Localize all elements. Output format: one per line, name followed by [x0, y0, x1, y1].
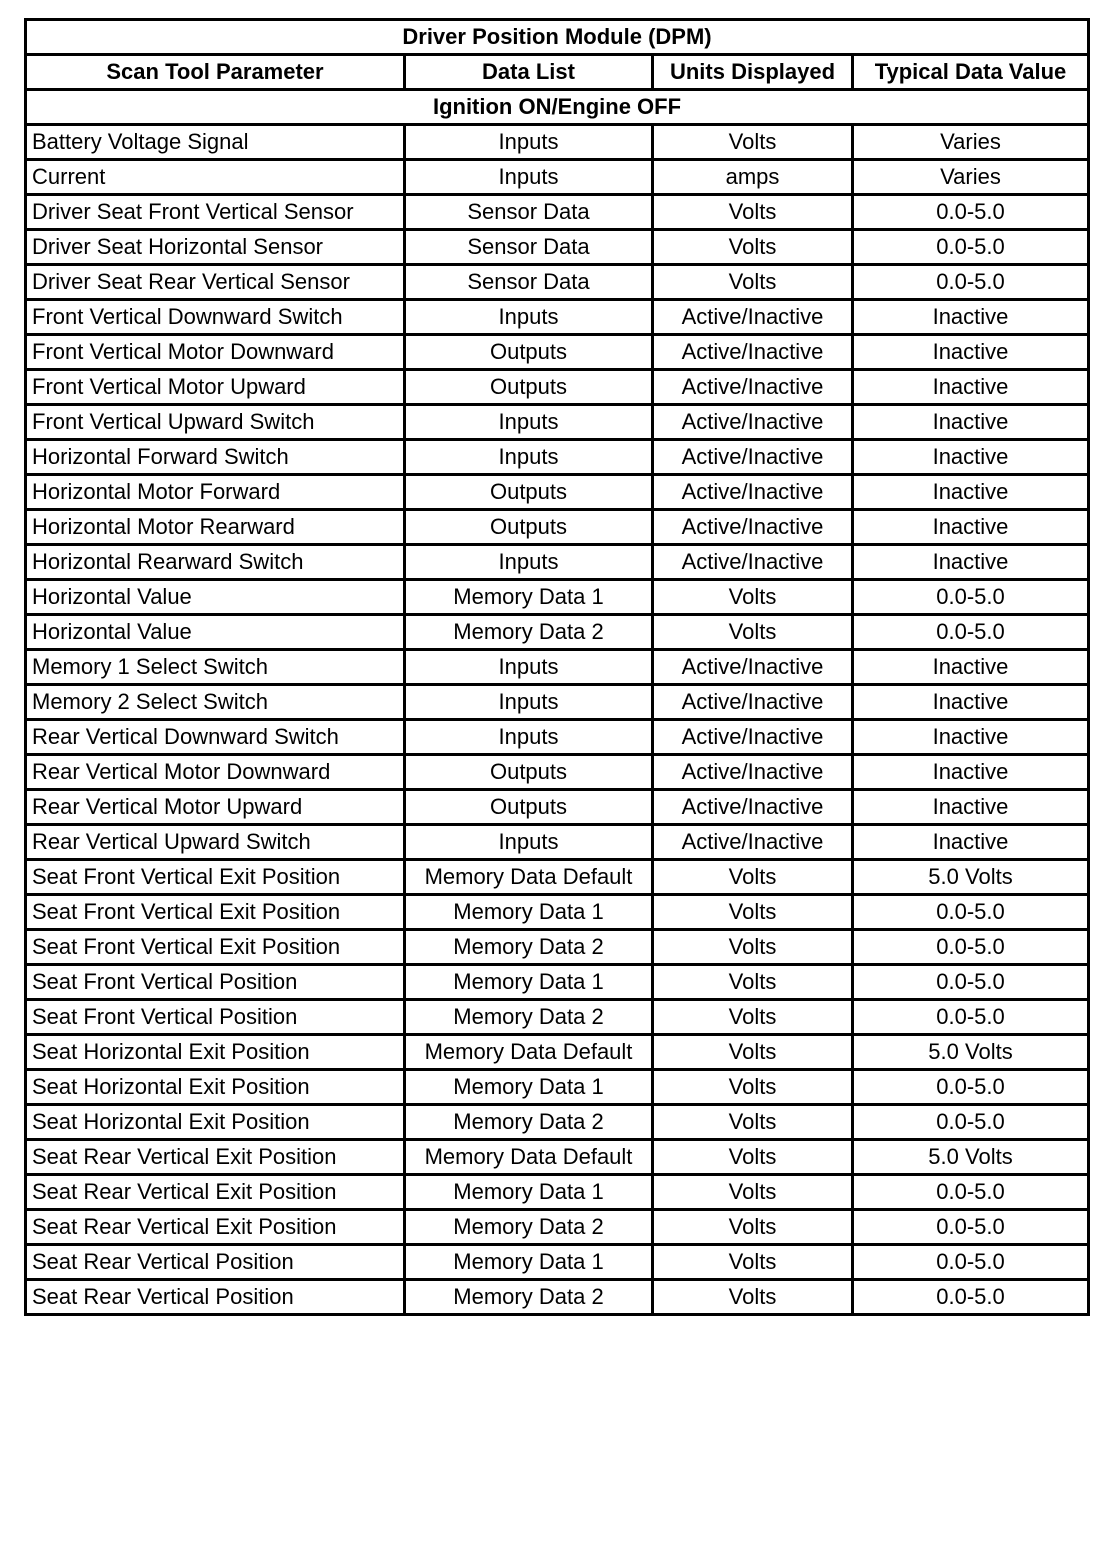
units-cell: Volts — [653, 1210, 853, 1245]
typical-value-cell: 5.0 Volts — [853, 860, 1089, 895]
table-row — [26, 1140, 1089, 1175]
typical-value-cell: Inactive — [853, 650, 1089, 685]
data-list-cell: Outputs — [405, 475, 653, 510]
data-list-cell: Inputs — [405, 825, 653, 860]
data-list-cell: Memory Data Default — [405, 1035, 653, 1070]
table-row — [26, 1035, 1089, 1070]
units-cell: amps — [653, 160, 853, 195]
typical-value-cell: 0.0-5.0 — [853, 895, 1089, 930]
parameter-cell: Seat Rear Vertical Exit Position — [26, 1140, 405, 1175]
parameter-cell: Horizontal Rearward Switch — [26, 545, 405, 580]
section-header-row — [26, 90, 1089, 125]
table-row — [26, 615, 1089, 650]
data-list-cell: Inputs — [405, 125, 653, 160]
data-list-cell: Outputs — [405, 510, 653, 545]
parameter-cell: Rear Vertical Upward Switch — [26, 825, 405, 860]
table-row — [26, 265, 1089, 300]
table-row — [26, 965, 1089, 1000]
data-list-cell: Memory Data 1 — [405, 580, 653, 615]
table-row — [26, 1245, 1089, 1280]
table-row — [26, 790, 1089, 825]
parameter-cell: Rear Vertical Downward Switch — [26, 720, 405, 755]
data-list-cell: Memory Data 2 — [405, 1000, 653, 1035]
data-list-cell: Outputs — [405, 790, 653, 825]
table-row — [26, 405, 1089, 440]
units-cell: Volts — [653, 1035, 853, 1070]
data-list-cell: Outputs — [405, 370, 653, 405]
units-cell: Active/Inactive — [653, 440, 853, 475]
units-cell: Active/Inactive — [653, 825, 853, 860]
units-cell: Volts — [653, 860, 853, 895]
table-row — [26, 1280, 1089, 1315]
units-cell: Volts — [653, 1070, 853, 1105]
data-list-cell: Sensor Data — [405, 265, 653, 300]
data-list-cell: Memory Data 2 — [405, 1280, 653, 1315]
units-cell: Volts — [653, 1105, 853, 1140]
parameter-cell: Seat Rear Vertical Position — [26, 1245, 405, 1280]
data-list-cell: Sensor Data — [405, 230, 653, 265]
parameter-cell: Horizontal Value — [26, 580, 405, 615]
data-list-cell: Outputs — [405, 755, 653, 790]
units-cell: Volts — [653, 230, 853, 265]
units-cell: Active/Inactive — [653, 755, 853, 790]
parameter-cell: Horizontal Forward Switch — [26, 440, 405, 475]
parameter-cell: Battery Voltage Signal — [26, 125, 405, 160]
typical-value-cell: 5.0 Volts — [853, 1140, 1089, 1175]
table-row — [26, 1000, 1089, 1035]
typical-value-cell: 0.0-5.0 — [853, 580, 1089, 615]
typical-value-cell: Varies — [853, 160, 1089, 195]
table-row — [26, 1210, 1089, 1245]
parameter-cell: Rear Vertical Motor Downward — [26, 755, 405, 790]
parameter-cell: Horizontal Motor Forward — [26, 475, 405, 510]
typical-value-cell: 0.0-5.0 — [853, 195, 1089, 230]
units-cell: Active/Inactive — [653, 300, 853, 335]
table-row — [26, 1105, 1089, 1140]
typical-value-cell: 0.0-5.0 — [853, 1245, 1089, 1280]
parameter-cell: Seat Rear Vertical Position — [26, 1280, 405, 1315]
data-list-cell: Memory Data 1 — [405, 1245, 653, 1280]
table-row — [26, 440, 1089, 475]
table-row — [26, 370, 1089, 405]
table-body — [26, 125, 1089, 1315]
parameter-cell: Seat Front Vertical Position — [26, 1000, 405, 1035]
table-row — [26, 125, 1089, 160]
parameter-cell: Front Vertical Motor Upward — [26, 370, 405, 405]
typical-value-cell: 0.0-5.0 — [853, 1280, 1089, 1315]
column-header-data-list: Data List — [405, 55, 653, 90]
units-cell: Volts — [653, 580, 853, 615]
parameter-cell: Current — [26, 160, 405, 195]
typical-value-cell: 0.0-5.0 — [853, 930, 1089, 965]
data-list-cell: Memory Data 1 — [405, 965, 653, 1000]
table-row — [26, 510, 1089, 545]
table-row — [26, 650, 1089, 685]
data-list-cell: Inputs — [405, 160, 653, 195]
column-header-scan-tool-parameter: Scan Tool Parameter — [26, 55, 405, 90]
data-list-cell: Inputs — [405, 545, 653, 580]
data-list-cell: Inputs — [405, 650, 653, 685]
units-cell: Active/Inactive — [653, 650, 853, 685]
typical-value-cell: 0.0-5.0 — [853, 965, 1089, 1000]
table-row — [26, 860, 1089, 895]
table-row — [26, 475, 1089, 510]
data-list-cell: Memory Data Default — [405, 1140, 653, 1175]
parameter-cell: Memory 2 Select Switch — [26, 685, 405, 720]
units-cell: Active/Inactive — [653, 370, 853, 405]
data-list-cell: Memory Data Default — [405, 860, 653, 895]
units-cell: Active/Inactive — [653, 720, 853, 755]
parameter-cell: Driver Seat Front Vertical Sensor — [26, 195, 405, 230]
units-cell: Active/Inactive — [653, 685, 853, 720]
data-list-cell: Memory Data 1 — [405, 1070, 653, 1105]
typical-value-cell: Inactive — [853, 790, 1089, 825]
data-list-cell: Inputs — [405, 720, 653, 755]
data-list-cell: Outputs — [405, 335, 653, 370]
parameter-cell: Seat Front Vertical Exit Position — [26, 860, 405, 895]
units-cell: Active/Inactive — [653, 545, 853, 580]
table-row — [26, 825, 1089, 860]
parameter-cell: Front Vertical Upward Switch — [26, 405, 405, 440]
parameter-cell: Seat Horizontal Exit Position — [26, 1105, 405, 1140]
units-cell: Volts — [653, 895, 853, 930]
section-header: Ignition ON/Engine OFF — [26, 90, 1089, 125]
typical-value-cell: 0.0-5.0 — [853, 1070, 1089, 1105]
table-row — [26, 755, 1089, 790]
typical-value-cell: 0.0-5.0 — [853, 1105, 1089, 1140]
units-cell: Volts — [653, 965, 853, 1000]
units-cell: Active/Inactive — [653, 405, 853, 440]
parameter-cell: Front Vertical Motor Downward — [26, 335, 405, 370]
units-cell: Volts — [653, 1000, 853, 1035]
data-list-cell: Inputs — [405, 300, 653, 335]
units-cell: Volts — [653, 265, 853, 300]
typical-value-cell: Inactive — [853, 335, 1089, 370]
units-cell: Volts — [653, 1175, 853, 1210]
typical-value-cell: Varies — [853, 125, 1089, 160]
typical-value-cell: Inactive — [853, 370, 1089, 405]
typical-value-cell: 5.0 Volts — [853, 1035, 1089, 1070]
parameter-cell: Driver Seat Rear Vertical Sensor — [26, 265, 405, 300]
parameter-cell: Memory 1 Select Switch — [26, 650, 405, 685]
parameter-cell: Horizontal Value — [26, 615, 405, 650]
parameter-cell: Seat Front Vertical Position — [26, 965, 405, 1000]
table-row — [26, 580, 1089, 615]
typical-value-cell: Inactive — [853, 685, 1089, 720]
parameter-cell: Seat Rear Vertical Exit Position — [26, 1210, 405, 1245]
typical-value-cell: 0.0-5.0 — [853, 265, 1089, 300]
dpm-data-table — [24, 18, 1090, 1316]
units-cell: Volts — [653, 930, 853, 965]
typical-value-cell: 0.0-5.0 — [853, 1210, 1089, 1245]
units-cell: Volts — [653, 125, 853, 160]
typical-value-cell: Inactive — [853, 440, 1089, 475]
data-list-cell: Memory Data 1 — [405, 1175, 653, 1210]
column-header-typical-data-value: Typical Data Value — [853, 55, 1089, 90]
units-cell: Active/Inactive — [653, 475, 853, 510]
units-cell: Active/Inactive — [653, 790, 853, 825]
table-row — [26, 195, 1089, 230]
data-list-cell: Inputs — [405, 405, 653, 440]
table-row — [26, 230, 1089, 265]
units-cell: Volts — [653, 615, 853, 650]
data-list-cell: Inputs — [405, 685, 653, 720]
table-row — [26, 930, 1089, 965]
parameter-cell: Seat Horizontal Exit Position — [26, 1070, 405, 1105]
data-list-cell: Memory Data 2 — [405, 1105, 653, 1140]
typical-value-cell: 0.0-5.0 — [853, 615, 1089, 650]
units-cell: Volts — [653, 1245, 853, 1280]
column-header-units-displayed: Units Displayed — [653, 55, 853, 90]
parameter-cell: Rear Vertical Motor Upward — [26, 790, 405, 825]
data-list-cell: Memory Data 2 — [405, 930, 653, 965]
table-row — [26, 1070, 1089, 1105]
data-list-cell: Memory Data 2 — [405, 1210, 653, 1245]
parameter-cell: Seat Rear Vertical Exit Position — [26, 1175, 405, 1210]
parameter-cell: Seat Front Vertical Exit Position — [26, 930, 405, 965]
typical-value-cell: Inactive — [853, 545, 1089, 580]
data-list-cell: Memory Data 1 — [405, 895, 653, 930]
typical-value-cell: Inactive — [853, 755, 1089, 790]
typical-value-cell: Inactive — [853, 510, 1089, 545]
parameter-cell: Front Vertical Downward Switch — [26, 300, 405, 335]
units-cell: Volts — [653, 1280, 853, 1315]
table-row — [26, 300, 1089, 335]
typical-value-cell: Inactive — [853, 720, 1089, 755]
units-cell: Active/Inactive — [653, 510, 853, 545]
typical-value-cell: Inactive — [853, 825, 1089, 860]
data-list-cell: Inputs — [405, 440, 653, 475]
table-row — [26, 545, 1089, 580]
parameter-cell: Horizontal Motor Rearward — [26, 510, 405, 545]
parameter-cell: Seat Horizontal Exit Position — [26, 1035, 405, 1070]
units-cell: Volts — [653, 1140, 853, 1175]
typical-value-cell: 0.0-5.0 — [853, 230, 1089, 265]
typical-value-cell: Inactive — [853, 475, 1089, 510]
table-row — [26, 335, 1089, 370]
table-row — [26, 1175, 1089, 1210]
table-row — [26, 720, 1089, 755]
data-list-cell: Sensor Data — [405, 195, 653, 230]
table-row — [26, 685, 1089, 720]
column-header-row — [26, 55, 1089, 90]
table-title-row — [26, 20, 1089, 55]
data-list-cell: Memory Data 2 — [405, 615, 653, 650]
units-cell: Active/Inactive — [653, 335, 853, 370]
typical-value-cell: Inactive — [853, 405, 1089, 440]
table-title: Driver Position Module (DPM) — [26, 20, 1089, 55]
typical-value-cell: 0.0-5.0 — [853, 1175, 1089, 1210]
table-row — [26, 160, 1089, 195]
typical-value-cell: 0.0-5.0 — [853, 1000, 1089, 1035]
parameter-cell: Driver Seat Horizontal Sensor — [26, 230, 405, 265]
typical-value-cell: Inactive — [853, 300, 1089, 335]
units-cell: Volts — [653, 195, 853, 230]
parameter-cell: Seat Front Vertical Exit Position — [26, 895, 405, 930]
table-row — [26, 895, 1089, 930]
